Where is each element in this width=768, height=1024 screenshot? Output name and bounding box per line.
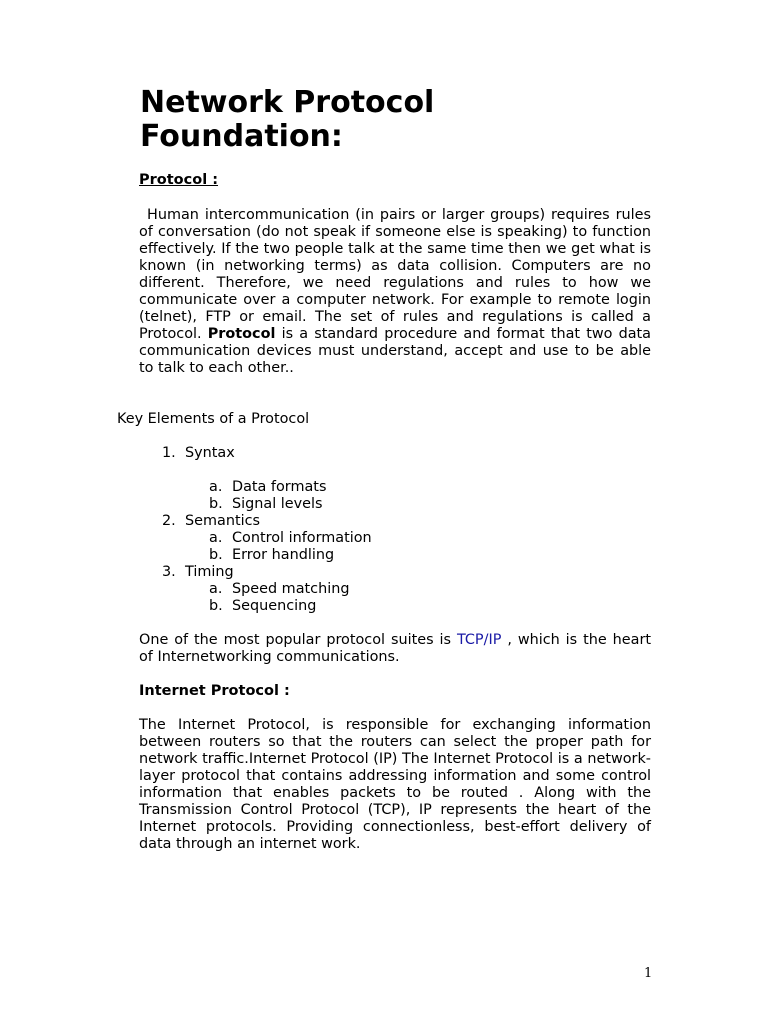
list-item-label: Control information xyxy=(232,530,372,546)
list-item-label: Speed matching xyxy=(232,581,350,597)
list-item-error-handling xyxy=(209,547,372,564)
list-marker: b. xyxy=(209,496,223,512)
list-item-label: Sequencing xyxy=(232,598,317,614)
list-item-timing xyxy=(162,564,234,581)
element-list-timing xyxy=(162,564,234,581)
list-item-label: Syntax xyxy=(185,445,235,461)
list-item-label: Data formats xyxy=(232,479,327,495)
list-marker: b. xyxy=(209,598,223,614)
page-title xyxy=(140,86,660,154)
list-marker: a. xyxy=(209,479,223,495)
sublist-syntax xyxy=(209,479,326,513)
protocol-bold-term: Protocol xyxy=(207,326,276,342)
list-marker: 3. xyxy=(162,564,176,580)
list-marker: 1. xyxy=(162,445,176,461)
list-marker: a. xyxy=(209,530,223,546)
title-line-2: Foundation: xyxy=(140,119,343,154)
list-item-signal-levels xyxy=(209,496,326,513)
list-item-label: Error handling xyxy=(232,547,335,563)
protocol-paragraph xyxy=(139,207,651,377)
tcpip-paragraph xyxy=(139,632,651,666)
list-item-speed-matching xyxy=(209,581,349,598)
internet-protocol-heading: Internet Protocol : xyxy=(139,683,290,699)
sublist-semantics xyxy=(209,530,372,564)
sublist-timing xyxy=(209,581,349,615)
list-item-label: Timing xyxy=(185,564,234,580)
element-list-syntax xyxy=(162,445,235,462)
list-marker: b. xyxy=(209,547,223,563)
title-line-1: Network Protocol xyxy=(140,85,435,120)
protocol-paragraph-text-end: is a standard procedure and format that two data communication devices must understand, accept and use to be able to talk to each other.. xyxy=(139,326,651,376)
list-item-syntax xyxy=(162,445,235,462)
protocol-paragraph-text: Human intercommunication (in pairs or larger groups) requires rules of conversation (do not speak if someone else is speaking) to function effectively. If the two people talk at the same time then we get what is known (in networking terms) as data collision. Computers are no different. Therefore, we need regulations and rules to how we communicate over a computer network. For example to remote login (telnet), FTP or email. The set of rules and regulations is called a Protocol. xyxy=(139,207,651,342)
key-elements-heading: Key Elements of a Protocol xyxy=(117,411,310,427)
list-item-control-information xyxy=(209,530,372,547)
list-item-semantics xyxy=(162,513,260,530)
list-item-label: Semantics xyxy=(185,513,260,529)
element-list-semantics xyxy=(162,513,260,530)
tcpip-link[interactable]: TCP/IP xyxy=(456,632,502,648)
tcpip-paragraph-text: One of the most popular protocol suites is xyxy=(139,632,451,648)
protocol-heading: Protocol : xyxy=(139,172,219,188)
page-number: 1 xyxy=(644,966,653,981)
list-marker: 2. xyxy=(162,513,176,529)
list-marker: a. xyxy=(209,581,223,597)
internet-protocol-paragraph: The Internet Protocol, is responsible for exchanging information between routers so that the routers can select the proper path for network traffic.Internet Protocol (IP) The Internet Protocol is a network-layer protocol that contains addressing information and some control information that enables packets to be routed . Along with the Transmission Control Protocol (TCP), IP represents the heart of the Internet protocols. Providing connectionless, best-effort delivery of data through an internet work. xyxy=(139,717,651,852)
list-item-data-formats xyxy=(209,479,326,496)
list-item-label: Signal levels xyxy=(232,496,323,512)
tcpip-paragraph-text-end: , which is the heart of Internetworking communications. xyxy=(139,632,652,665)
list-item-sequencing xyxy=(209,598,349,615)
